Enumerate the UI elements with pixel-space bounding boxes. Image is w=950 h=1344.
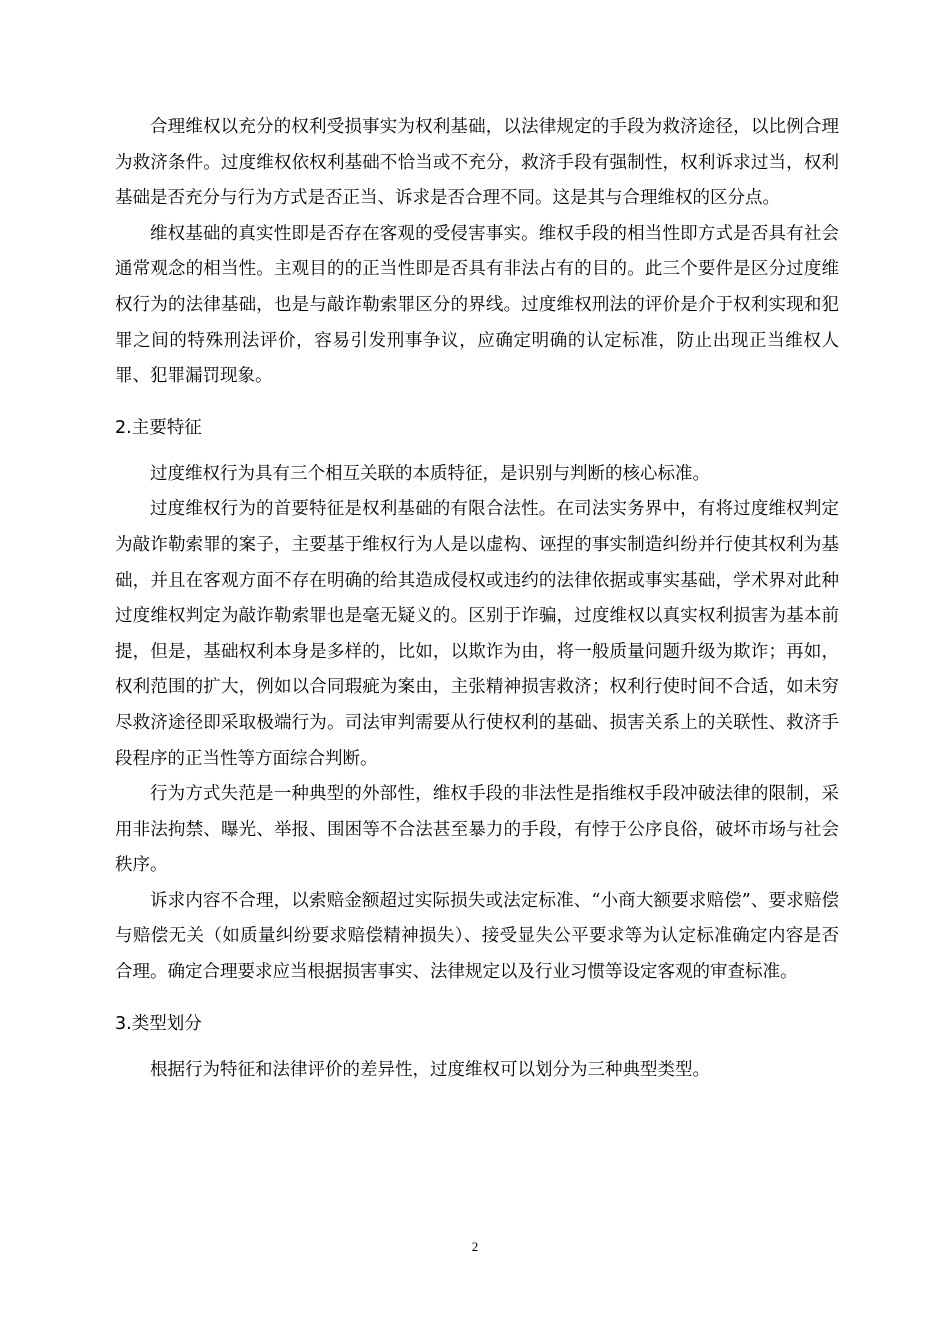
paragraph-types-1: 根据行为特征和法律评价的差异性，过度维权可以划分为三种典型类型。	[150, 1059, 710, 1080]
paragraph-features-3: 行为方式失范是一种典型的外部性，维权手段的非法性是指维权手段冲破法律的限制，采用非法拘禁、曝光、举报、围困等不合法甚至暴力的手段，有悖于公序良俗，破坏市场与社会秩序。	[115, 784, 839, 876]
page-content	[115, 110, 839, 1088]
paragraph-features-4: 诉求内容不合理，以索赔金额超过实际损失或法定标准、“小商大额要求赔偿”、要求赔偿与赔偿无关（如质量纠纷要求赔偿精神损失）、接受显失公平要求等为认定标准确定内容是否合理。确定合理要求应当根据损害事实、法律规定以及行业习惯等设定客观的审查标准。	[115, 890, 839, 983]
paragraph-features-2: 过度维权行为的首要特征是权利基础的有限合法性。在司法实务界中，有将过度维权判定为敲诈勒索罪的案子，主要基于维权行为人是以虚构、诬捏的事实制造纠纷并行使其权利为基础，并且在客观方面不存在明确的给其造成侵权或违约的法律依据或事实基础，学术界对此种过度维权判定为敲诈勒索罪也是毫无疑义的。区别于诈骗，过度维权以真实权利损害为基本前提，但是，基础权利本身是多样的，比如，以欺诈为由，将一般质量问题升级为欺诈；再如，权利范围的扩大，例如以合同瑕疵为案由，主张精神损害救济；权利行使时间不合适，如未穷尽救济途径即采取极端行为。司法审判需要从行使权利的基础、损害关系上的关联性、救济手段程序的正当性等方面综合判断。	[115, 499, 839, 769]
page-number: 2	[471, 1239, 479, 1254]
paragraph-intro-2: 维权基础的真实性即是否存在客观的受侵害事实。维权手段的相当性即方式是否具有社会通常观念的相当性。主观目的的正当性即是否具有非法占有的目的。此三个要件是区分过度维权行为的法律基础，也是与敲诈勒索罪区分的界线。过度维权刑法的评价是介于权利实现和犯罪之间的特殊刑法评价，容易引发刑事争议，应确定明确的认定标准，防止出现正当维权人罪、犯罪漏罚现象。	[115, 223, 839, 387]
section-heading-main-features: 2.主要特征	[115, 417, 202, 438]
section-heading-type-classification: 3.类型划分	[115, 1013, 202, 1034]
paragraph-features-1: 过度维权行为具有三个相互关联的本质特征，是识别与判断的核心标准。	[150, 463, 710, 484]
paragraph-intro-1: 合理维权以充分的权利受损事实为权利基础，以法律规定的手段为救济途径，以比例合理为救济条件。过度维权依权利基础不恰当或不充分，救济手段有强制性，权利诉求过当，权利基础是否充分与行为方式是否正当、诉求是否合理不同。这是其与合理维权的区分点。	[115, 117, 839, 209]
